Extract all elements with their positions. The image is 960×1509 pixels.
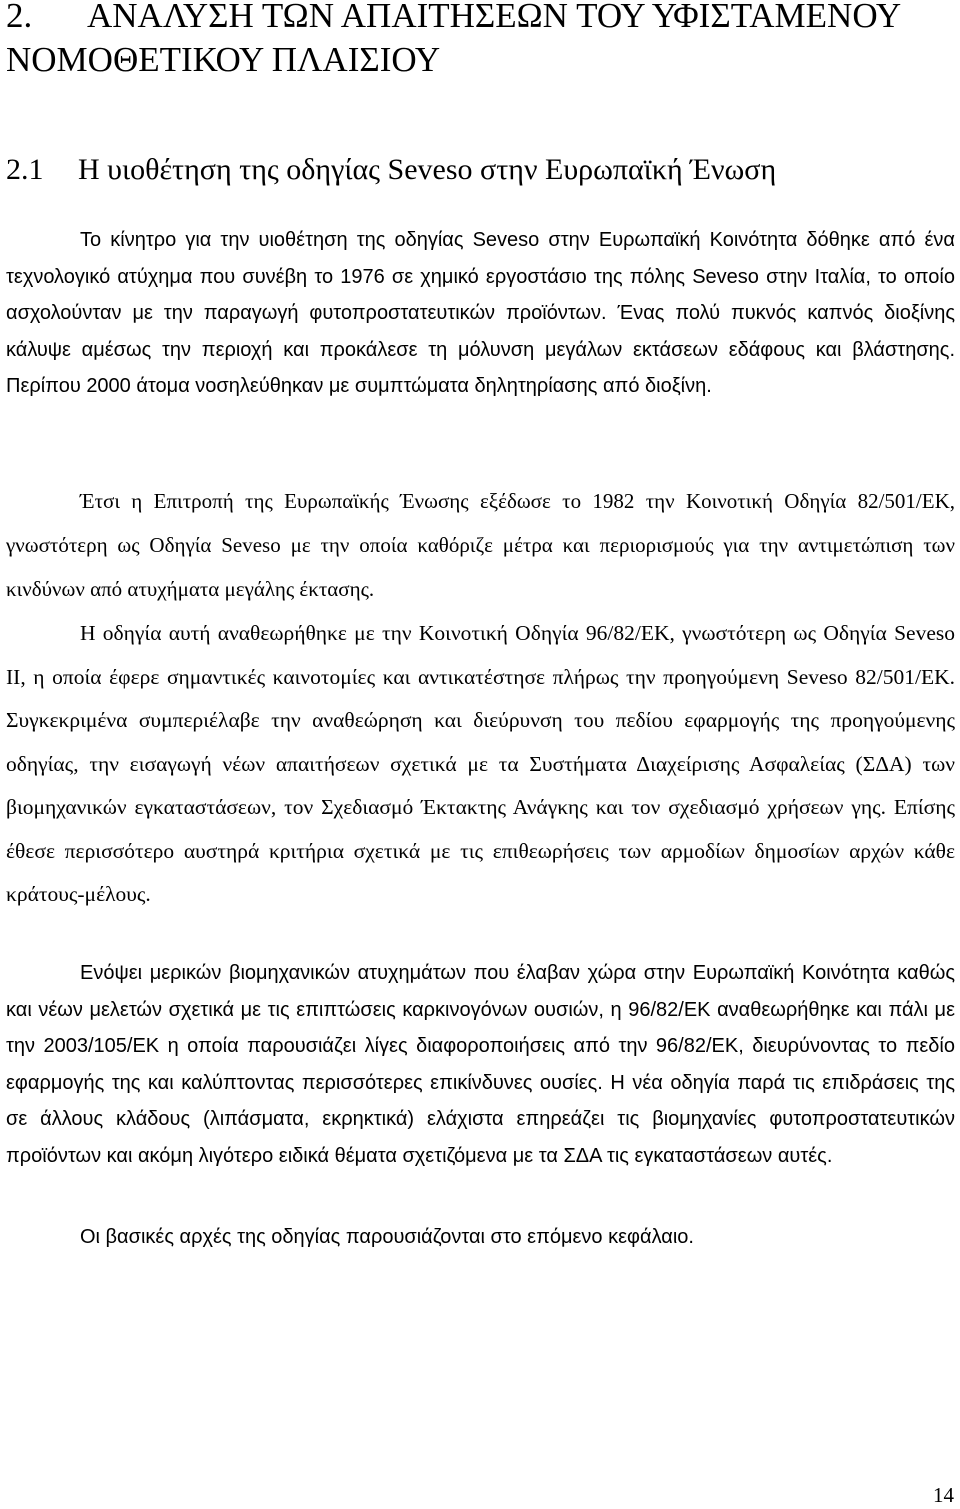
chapter-title-line1: ΑΝΑΛΥΣΗ ΤΩΝ ΑΠΑΙΤΗΣΕΩΝ ΤΟΥ ΥΦΙΣΤΑΜΕΝΟΥ xyxy=(87,0,902,35)
section-heading xyxy=(6,150,956,190)
chapter-heading xyxy=(6,0,956,82)
section-number: 2.1 xyxy=(6,153,44,186)
paragraph-directive-82-501: Έτσι η Επιτροπή της Ευρωπαϊκής Ένωσης εξέδωσε το 1982 την Κοινοτική Οδηγία 82/501/ΕΚ, γνωστότερη ως Οδηγία Seveso με την οποία καθόριζε μέτρα και περιορισμούς για την αντιμετώπιση των κινδύνων από ατυχήματα μεγάλης έκτασης. xyxy=(6,489,955,601)
page-number: 14 xyxy=(933,1483,954,1507)
paragraph-directive-2003-105: Ενόψει μερικών βιομηχανικών ατυχημάτων που έλαβαν χώρα στην Ευρωπαϊκή Κοινότητα καθώς και νέων μελετών σχετικά με τις επιπτώσεις καρκινογόνων ουσιών, η 96/82/ΕΚ αναθεωρήθηκε και πάλι με την 2003/105/ΕΚ η οποία παρουσιάζει λίγες διαφοροποιήσεις από την 96/82/ΕΚ, διευρύνοντας το πεδίο εφαρμογής της και καλύπτοντας περισσότερες επικίνδυνες ουσίες. Η νέα οδηγία παρά τις επιδράσεις της σε άλλους κλάδους (λιπάσματα, εκρηκτικά) ελάχιστα επηρεάζει τις βιομηχανίες φυτοπροστατευτικών προϊόντων και ακόμη λιγότερο ειδικά θέματα σχετιζόμενα με τα ΣΔΑ τις εγκαταστάσεων αυτές. xyxy=(6,962,955,1167)
paragraph-next-chapter: Οι βασικές αρχές της οδηγίας παρουσιάζονται στο επόμενο κεφάλαιο. xyxy=(80,1226,694,1248)
chapter-title-line2: ΝΟΜΟΘΕΤΙΚΟΥ ΠΛΑΙΣΙΟΥ xyxy=(6,40,441,79)
section-title: Η υιοθέτηση της οδηγίας Seveso στην Ευρωπαϊκή Ένωση xyxy=(78,153,777,186)
paragraph-seveso-ii: Η οδηγία αυτή αναθεωρήθηκε με την Κοινοτική Οδηγία 96/82/ΕΚ, γνωστότερη ως Οδηγία Seveso II, η οποία έφερε σημαντικές καινοτομίες και αντικατέστησε πλήρως την προηγούμενη Seveso 82/501/ΕΚ. Συγκεκριμένα συμπεριέλαβε την αναθεώρηση και διεύρυνση του πεδίου εφαρμογής της προηγούμενης οδηγίας, την εισαγωγή νέων απαιτήσεων σχετικά με τα Συστήματα Διαχείρισης Ασφαλείας (ΣΔΑ) των βιομηχανικών εγκαταστάσεων, τον Σχεδιασμό Έκτακτης Ανάγκης και τον σχεδιασμό χρήσεων γης. Επίσης έθεσε περισσότερο αυστηρά κριτήρια σχετικά με τις επιθεωρήσεις των αρμοδίων δημοσίων αρχών κάθε κράτους-μέλους. xyxy=(6,621,955,906)
chapter-number: 2. xyxy=(6,0,33,35)
paragraph-seveso-accident: Το κίνητρο για την υιοθέτηση της οδηγίας Seveso στην Ευρωπαϊκή Κοινότητα δόθηκε από ένα τεχνολογικό ατύχημα που συνέβη το 1976 σε χημικό εργοστάσιο της πόλης Seveso στην Ιταλία, το οποίο ασχολούνταν με την παραγωγή φυτοπροστατευτικών προϊόντων. Ένας πολύ πυκνός καπνός διοξίνης κάλυψε αμέσως την περιοχή και προκάλεσε τη μόλυνση μεγάλων εκτάσεων εδάφους και βλάστησης. Περίπου 2000 άτομα νοσηλεύθηκαν με συμπτώματα δηλητηρίασης από διοξίνη. xyxy=(6,229,955,397)
